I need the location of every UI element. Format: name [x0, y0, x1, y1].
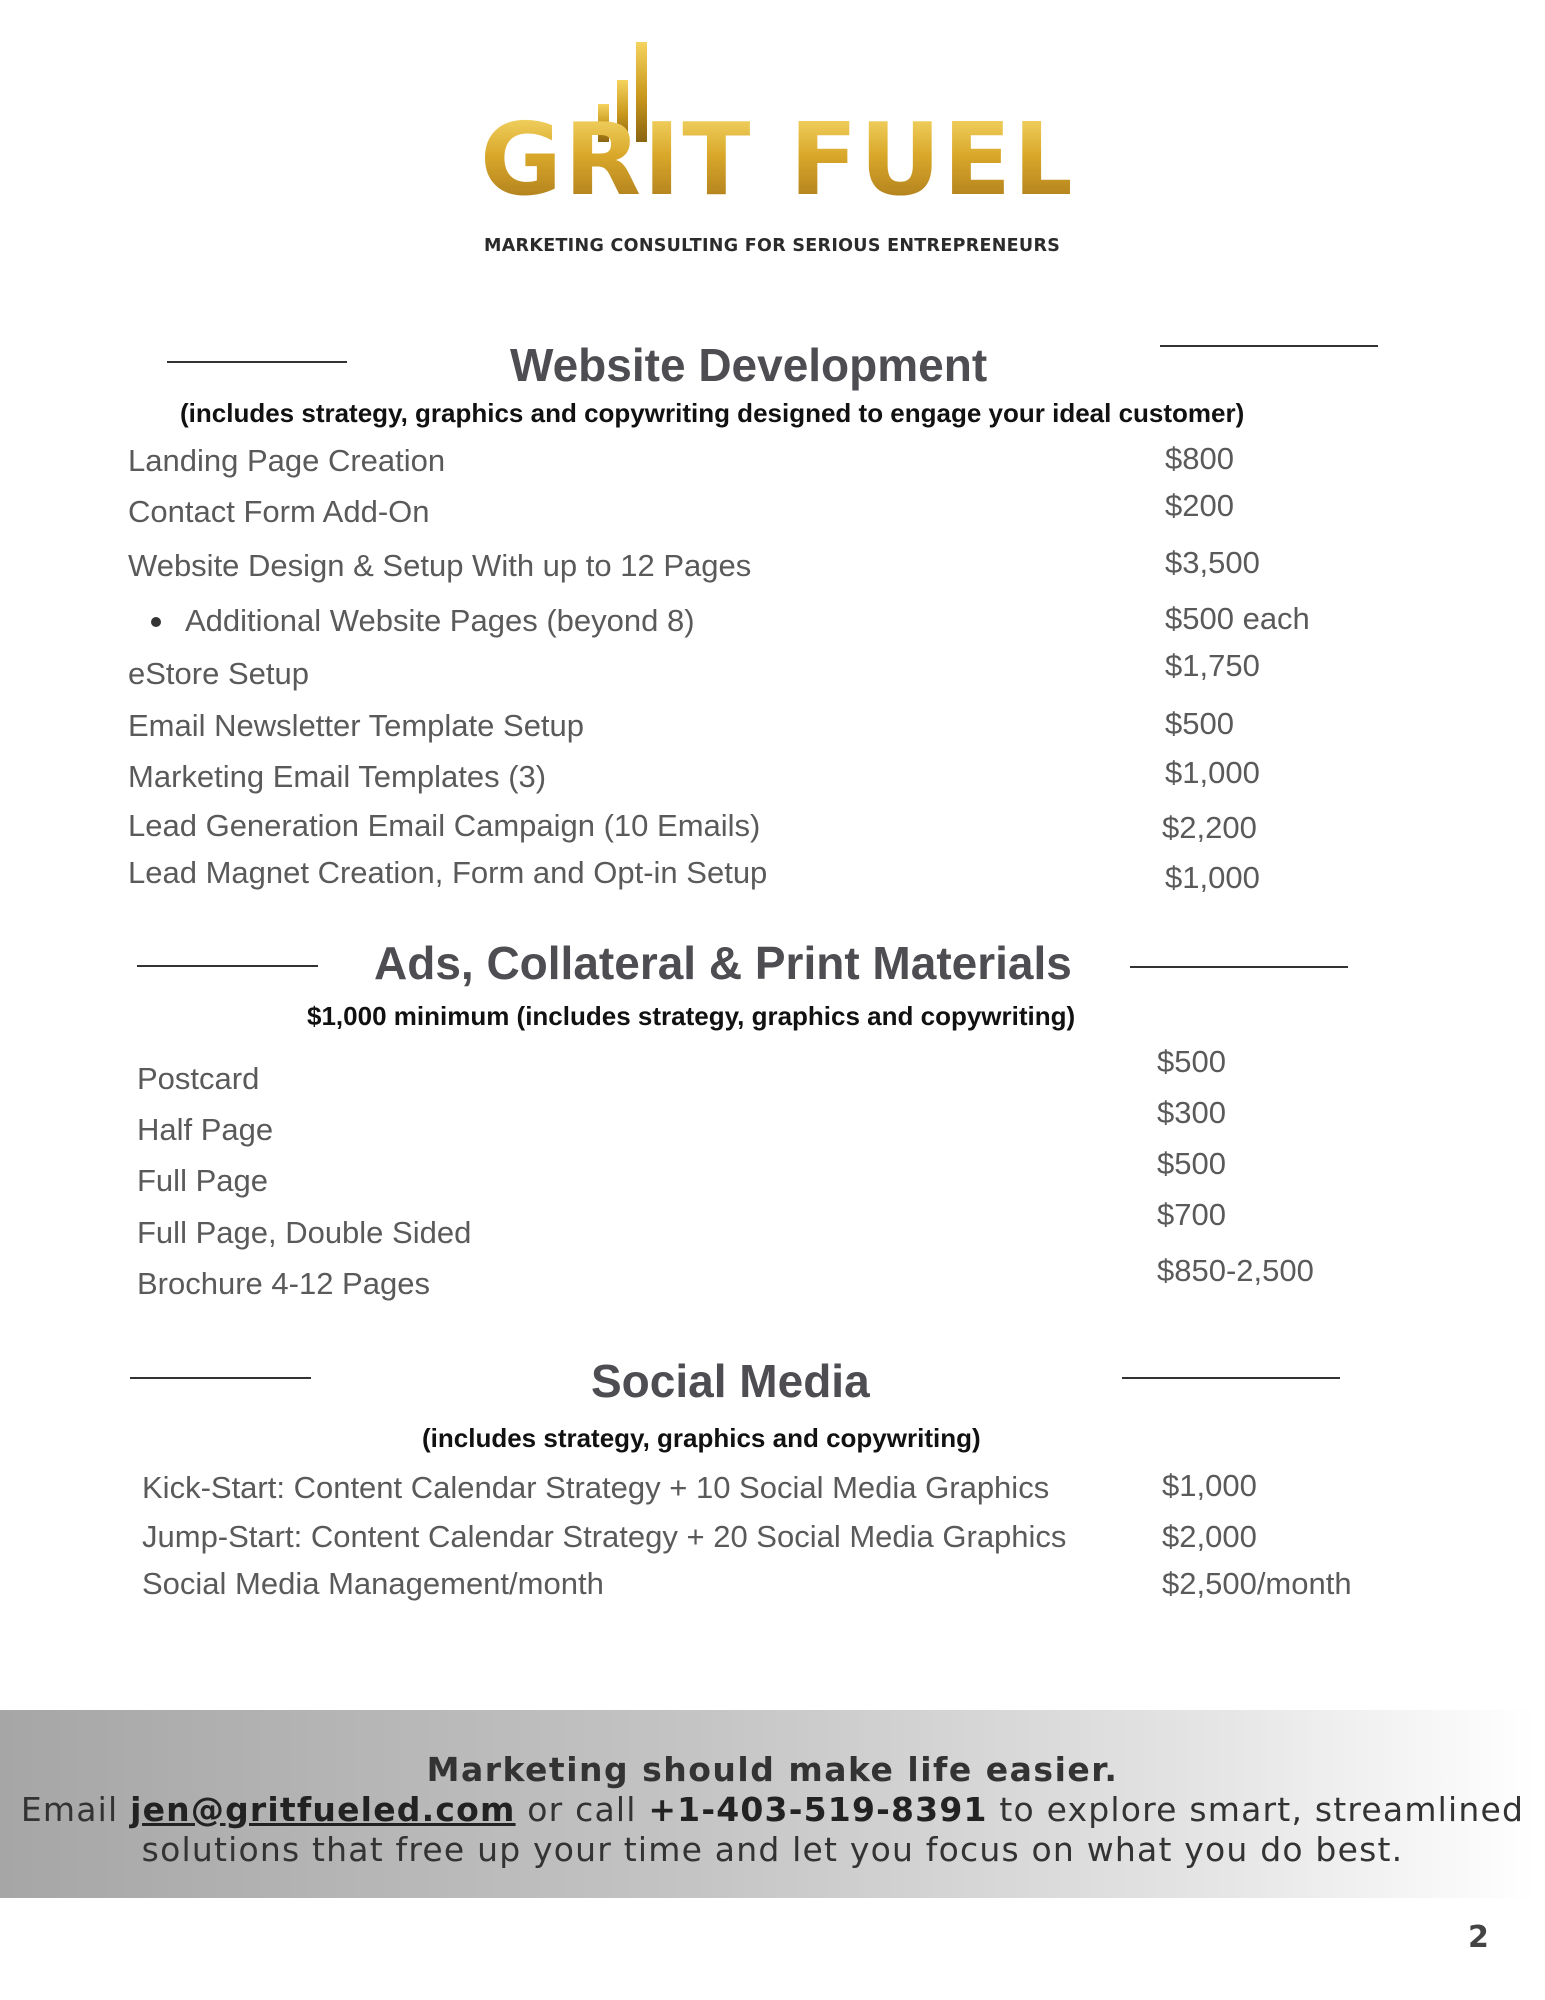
footer-headline: Marketing should make life easier. — [426, 1750, 1119, 1789]
price-item-value: $2,000 — [1162, 1519, 1257, 1554]
section-rule — [137, 965, 318, 967]
price-item-label: Lead Generation Email Campaign (10 Emails) — [128, 808, 761, 843]
price-item-value: $300 — [1157, 1095, 1226, 1130]
footer-call-text: or call — [527, 1790, 637, 1829]
footer-banner — [0, 1710, 1535, 1898]
section-rule — [1122, 1377, 1340, 1379]
price-item-value: $1,000 — [1165, 860, 1260, 895]
price-item-label: Website Design & Setup With up to 12 Pages — [128, 548, 752, 583]
price-item-label: Contact Form Add-On — [128, 494, 430, 529]
price-item-value: $500 — [1165, 706, 1234, 741]
price-item-label: Brochure 4-12 Pages — [137, 1266, 430, 1301]
page-number: 2 — [1468, 1920, 1489, 1955]
price-item-value: $3,500 — [1165, 545, 1260, 580]
price-item-label: Lead Magnet Creation, Form and Opt-in Setup — [128, 855, 768, 890]
price-item-value: $800 — [1165, 441, 1234, 476]
price-item-label: Full Page, Double Sided — [137, 1215, 472, 1250]
price-item-value: $700 — [1157, 1197, 1226, 1232]
price-item-label: eStore Setup — [128, 656, 309, 691]
social-section-subtitle: (includes strategy, graphics and copywriting) — [422, 1423, 981, 1453]
ads-section-subtitle: $1,000 minimum (includes strategy, graphics and copywriting) — [307, 1001, 1076, 1031]
price-item-label: Full Page — [137, 1163, 268, 1198]
price-item-value: $1,000 — [1165, 755, 1260, 790]
price-item-value: $500 — [1157, 1146, 1226, 1181]
website-section-subtitle: (includes strategy, graphics and copywriting designed to engage your ideal customer) — [180, 398, 1245, 428]
price-item-value: $1,000 — [1162, 1468, 1257, 1503]
price-item-value: $2,200 — [1162, 810, 1257, 845]
price-item-value: $500 — [1157, 1044, 1226, 1079]
social-section-title: Social Media — [591, 1355, 870, 1407]
price-item-value: $1,750 — [1165, 648, 1260, 683]
price-item-label: Additional Website Pages (beyond 8) — [185, 603, 695, 638]
price-item-value: $200 — [1165, 488, 1234, 523]
price-item-value: $2,500/month — [1162, 1566, 1352, 1601]
phone-number: +1-403-519-8391 — [648, 1790, 988, 1829]
price-item-label: Landing Page Creation — [128, 443, 446, 478]
price-item-label: Social Media Management/month — [142, 1566, 604, 1601]
footer-email-prefix: Email — [20, 1790, 119, 1829]
footer-line2-suffix: to explore smart, streamlined — [999, 1790, 1525, 1829]
section-rule — [1130, 966, 1348, 968]
footer-contact-line — [0, 1790, 1545, 1829]
price-item-label: Marketing Email Templates (3) — [128, 759, 547, 794]
price-item-label: Half Page — [137, 1112, 274, 1147]
price-item-value: $850-2,500 — [1157, 1253, 1314, 1288]
section-rule — [1160, 345, 1378, 347]
price-item-value: $500 each — [1165, 601, 1310, 636]
section-rule — [167, 361, 347, 363]
bullet-icon — [151, 617, 161, 627]
price-item-label: Postcard — [137, 1061, 260, 1096]
price-item-label: Kick-Start: Content Calendar Strategy + 10 Social Media Graphics — [142, 1470, 1050, 1505]
section-rule — [130, 1377, 311, 1379]
website-section-title: Website Development — [510, 339, 988, 391]
logo-tagline: MARKETING CONSULTING FOR SERIOUS ENTREPRENEURS — [484, 236, 1061, 256]
logo-wordmark: GRIT FUELED — [480, 101, 1235, 218]
ads-section-title: Ads, Collateral & Print Materials — [374, 937, 1072, 989]
email-link[interactable]: jen@gritfueled.com — [130, 1790, 516, 1829]
price-item-label: Jump-Start: Content Calendar Strategy + 20 Social Media Graphics — [142, 1519, 1067, 1554]
footer-line3: solutions that free up your time and let you focus on what you do best. — [141, 1830, 1404, 1869]
price-item-label: Email Newsletter Template Setup — [128, 708, 585, 743]
brand-logo — [480, 38, 1235, 256]
